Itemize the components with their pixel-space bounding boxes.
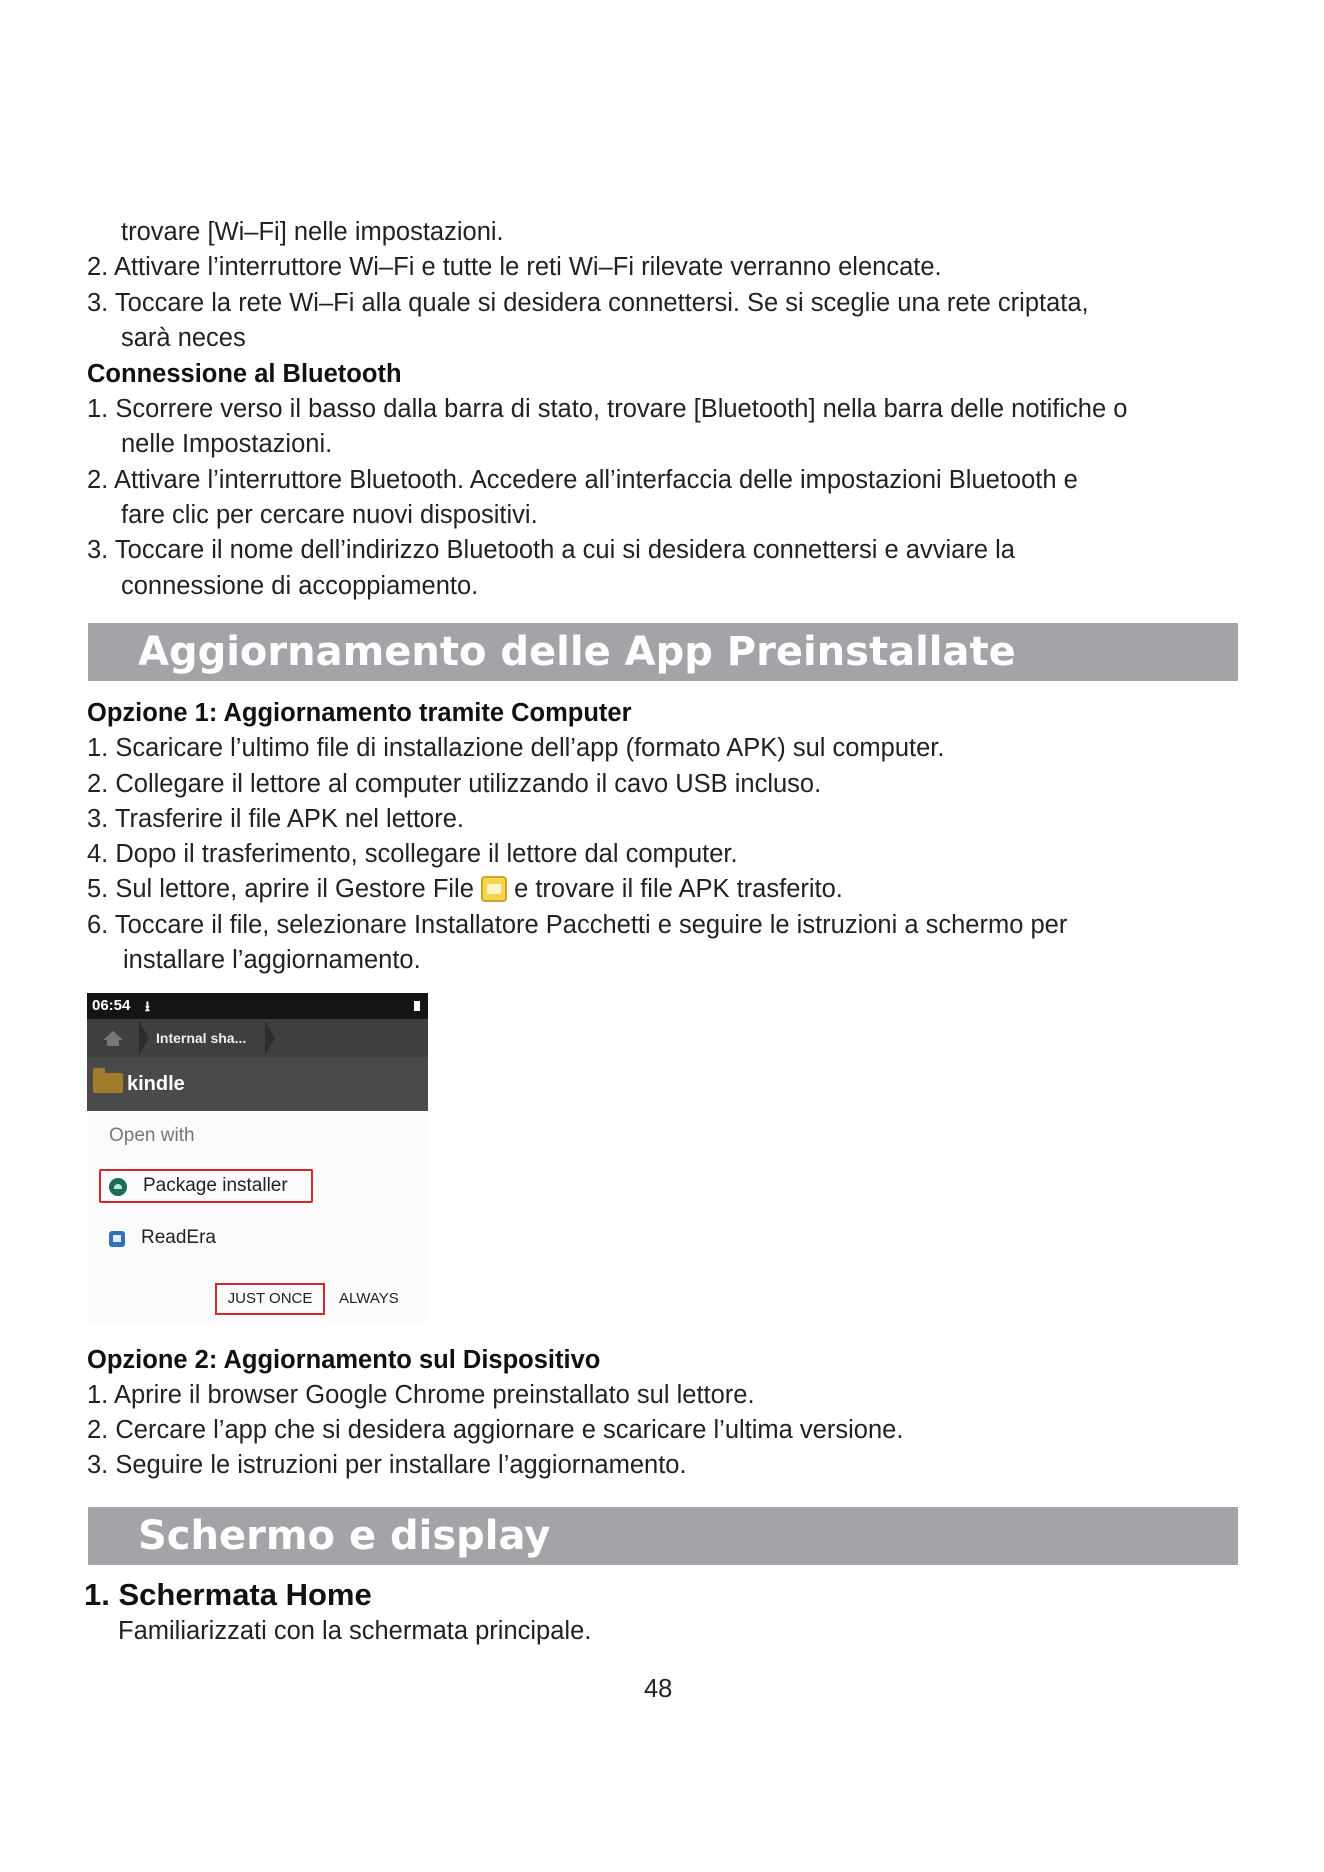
bluetooth-step3b: connessione di accoppiamento.	[121, 572, 479, 600]
upload-icon: ⭳	[145, 998, 150, 1014]
chevron-right-icon	[265, 1021, 275, 1055]
folder-icon	[93, 1073, 123, 1093]
page-number: 48	[644, 1675, 673, 1703]
folder-row[interactable]	[87, 1057, 428, 1111]
device-screenshot	[87, 993, 428, 1323]
option1-step6a: 6. Toccare il file, selezionare Installatore Pacchetti e seguire le istruzioni a schermo per	[87, 911, 1068, 939]
open-with-dialog	[87, 1111, 428, 1323]
option2-step3: 3. Seguire le istruzioni per installare l’aggiornamento.	[87, 1451, 687, 1479]
package-installer-label: Package installer	[143, 1175, 288, 1196]
readera-icon	[109, 1231, 125, 1247]
dialog-title: Open with	[109, 1125, 195, 1146]
bluetooth-step1b: nelle Impostazioni.	[121, 430, 333, 458]
status-time: 06:54	[92, 997, 131, 1014]
home-screen-heading: 1. Schermata Home	[84, 1577, 372, 1612]
wifi-step2: 2. Attivare l’interruttore Wi–Fi e tutte le reti Wi–Fi rilevate verranno elencate.	[87, 253, 942, 281]
android-icon	[109, 1178, 127, 1196]
status-bar	[87, 993, 428, 1019]
option2-heading: Opzione 2: Aggiornamento sul Dispositivo	[87, 1346, 601, 1374]
readera-option[interactable]	[99, 1223, 313, 1257]
section-title: Aggiornamento delle App Preinstallate	[138, 629, 1016, 675]
file-manager-icon	[481, 876, 507, 902]
option1-step3: 3. Trasferire il file APK nel lettore.	[87, 805, 464, 833]
option1-heading: Opzione 1: Aggiornamento tramite Computer	[87, 699, 632, 727]
option1-step6b: installare l’aggiornamento.	[123, 946, 421, 974]
breadcrumb	[87, 1019, 428, 1057]
option1-step5-after: e trovare il file APK trasferito.	[507, 875, 843, 903]
home-icon[interactable]	[103, 1031, 123, 1040]
bluetooth-step2b: fare clic per cercare nuovi dispositivi.	[121, 501, 538, 529]
section-title: Schermo e display	[138, 1513, 551, 1559]
just-once-button[interactable]: JUST ONCE	[215, 1283, 325, 1315]
package-installer-option[interactable]	[99, 1169, 313, 1203]
option1-step5-before: 5. Sul lettore, aprire il Gestore File	[87, 875, 481, 903]
readera-label: ReadEra	[141, 1227, 216, 1248]
bluetooth-heading: Connessione al Bluetooth	[87, 360, 402, 388]
option1-step2: 2. Collegare il lettore al computer utilizzando il cavo USB incluso.	[87, 770, 822, 798]
option2-step1: 1. Aprire il browser Google Chrome preinstallato sul lettore.	[87, 1381, 755, 1409]
battery-icon	[414, 1001, 420, 1011]
chevron-right-icon	[139, 1021, 149, 1055]
wifi-line1: trovare [Wi–Fi] nelle impostazioni.	[121, 218, 504, 246]
section-banner-app-update	[88, 623, 1238, 681]
bluetooth-step2a: 2. Attivare l’interruttore Bluetooth. Accedere all’interfaccia delle impostazioni Bluetooth e	[87, 466, 1078, 494]
always-button[interactable]: ALWAYS	[339, 1290, 399, 1307]
home-screen-body: Familiarizzati con la schermata principale.	[118, 1617, 592, 1645]
wifi-step3a: 3. Toccare la rete Wi–Fi alla quale si desidera connettersi. Se si sceglie una rete criptata,	[87, 289, 1089, 317]
option1-step5	[87, 872, 843, 906]
option1-step1: 1. Scaricare l’ultimo file di installazione dell’app (formato APK) sul computer.	[87, 734, 945, 762]
wifi-step3b: sarà neces	[121, 324, 246, 352]
option1-step4: 4. Dopo il trasferimento, scollegare il lettore dal computer.	[87, 840, 738, 868]
section-banner-display	[88, 1507, 1238, 1565]
bluetooth-step1a: 1. Scorrere verso il basso dalla barra di stato, trovare [Bluetooth] nella barra delle notifiche o	[87, 395, 1128, 423]
breadcrumb-internal-storage[interactable]: Internal sha...	[156, 1030, 247, 1046]
bluetooth-step3a: 3. Toccare il nome dell’indirizzo Bluetooth a cui si desidera connettersi e avviare la	[87, 536, 1015, 564]
option2-step2: 2. Cercare l’app che si desidera aggiornare e scaricare l’ultima versione.	[87, 1416, 904, 1444]
folder-name: kindle	[127, 1073, 185, 1095]
